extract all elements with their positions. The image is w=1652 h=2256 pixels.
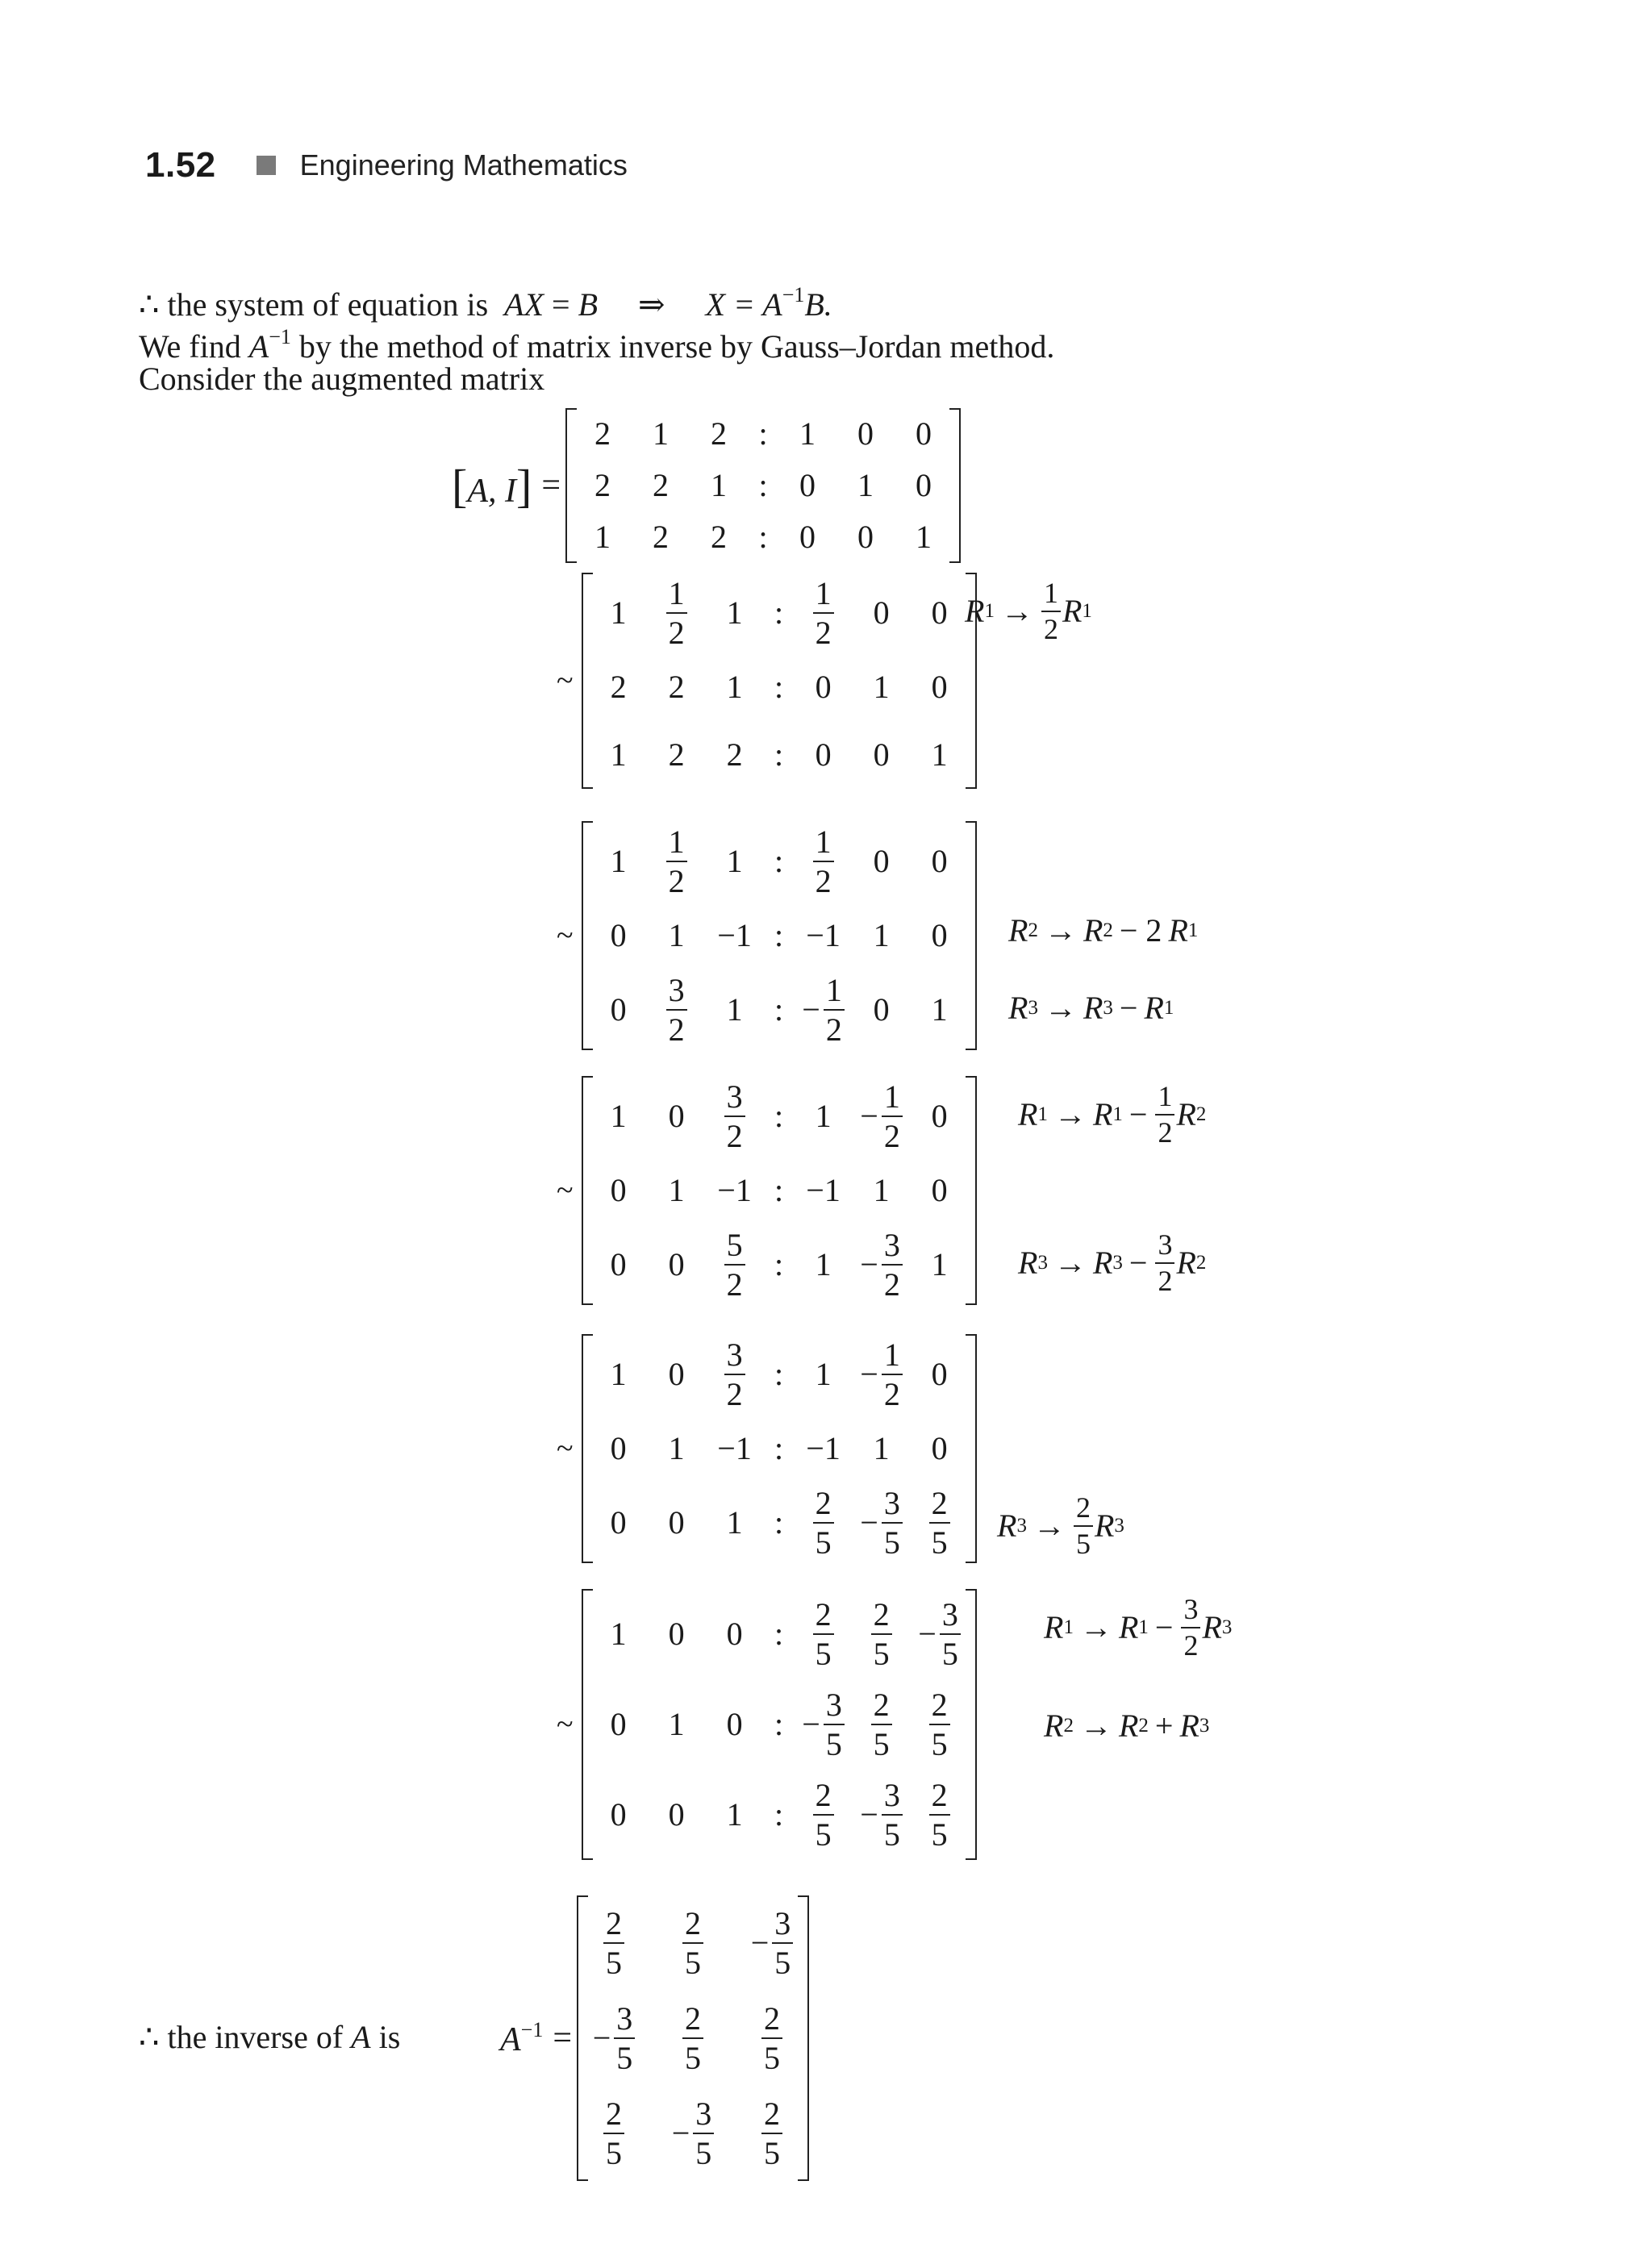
matrix-cell: $\frac{2}{5}$	[761, 2096, 782, 2171]
intro2-prefix: We find	[139, 328, 241, 365]
matrix-cell: 1	[726, 991, 743, 1028]
matrix-cell: 1	[873, 1430, 890, 1466]
matrix-cell: 0	[610, 1430, 627, 1466]
matrix-cell: 1	[726, 594, 743, 631]
matrix-separator: :	[774, 1504, 784, 1541]
matrix-cell: 1	[873, 917, 890, 953]
matrix	[582, 821, 977, 1050]
matrix-cell: 1	[726, 1504, 743, 1541]
matrix-cell: −1	[806, 917, 841, 953]
matrix-cell: − $\frac{1}{2}$	[802, 973, 845, 1047]
matrix-cell: −1	[717, 1430, 752, 1466]
matrix-cell: 1	[857, 467, 874, 503]
step-5-block	[557, 1589, 977, 1860]
matrix	[582, 1076, 977, 1305]
matrix-cell: $\frac{3}{2}$	[724, 1079, 745, 1153]
equals-sign: =	[541, 467, 561, 504]
matrix-separator: :	[774, 1796, 784, 1833]
matrix-cell: 1	[711, 467, 727, 503]
implies-symbol: ⇒	[638, 286, 665, 323]
matrix-cell: $\frac{1}{2}$	[666, 576, 687, 650]
matrix-cell: $\frac{2}{5}$	[929, 1486, 950, 1560]
matrix-cell: − $\frac{3}{5}$	[751, 1906, 794, 1980]
matrix-cell: 1	[610, 1098, 627, 1134]
matrix-cell: 2	[711, 415, 727, 452]
matrix-cell: 0	[873, 991, 890, 1028]
matrix-cell: 0	[815, 736, 832, 773]
matrix-cell: $\frac{2}{5}$	[929, 1687, 950, 1762]
matrix-cell: 2	[610, 669, 627, 705]
matrix-cell: 0	[931, 1356, 948, 1392]
tilde-symbol: ~	[557, 1708, 574, 1741]
matrix-cell: −1	[806, 1430, 841, 1466]
matrix-cell: 0	[668, 1246, 685, 1282]
matrix-cell: − $\frac{3}{5}$	[860, 1486, 903, 1560]
matrix-cell: $\frac{2}{5}$	[871, 1597, 892, 1671]
matrix-separator: :	[774, 1430, 784, 1466]
matrix-cell: $\frac{2}{5}$	[871, 1687, 892, 1762]
matrix-cell: 2	[668, 736, 685, 773]
matrix-cell: 1	[799, 415, 816, 452]
matrix-cell: 0	[931, 1098, 948, 1134]
matrix-separator: :	[774, 736, 784, 773]
matrix-cell: $\frac{2}{5}$	[603, 2096, 624, 2171]
matrix-cell: 1	[610, 843, 627, 879]
tilde-symbol: ~	[557, 1432, 574, 1466]
matrix-cell: 0	[668, 1616, 685, 1652]
matrix-cell: − $\frac{3}{5}$	[860, 1778, 903, 1852]
matrix-cell: 0	[668, 1796, 685, 1833]
matrix-cell: − $\frac{3}{5}$	[593, 2001, 636, 2075]
matrix-cell: 1	[610, 594, 627, 631]
matrix-separator: :	[774, 1706, 784, 1742]
matrix-cell: $\frac{2}{5}$	[682, 2001, 703, 2075]
therefore-symbol: ∴	[139, 2019, 160, 2055]
matrix-cell: 0	[931, 1430, 948, 1466]
inverse-matrix-block	[500, 1895, 809, 2181]
annotation-r2-op-final: R 2 → R 2 + R 3	[1044, 1708, 1210, 1744]
matrix-cell: 2	[711, 519, 727, 555]
matrix-cell: 0	[610, 1246, 627, 1282]
step-1-block	[557, 573, 977, 789]
augmented-label: [A, I]	[452, 459, 532, 512]
matrix-cell: 1	[668, 917, 685, 953]
matrix-cell: 1	[815, 1246, 832, 1282]
matrix-cell: 1	[931, 736, 948, 773]
matrix-separator: :	[758, 519, 768, 555]
matrix-cell: $\frac{2}{5}$	[761, 2001, 782, 2075]
matrix-cell: 1	[594, 519, 611, 555]
b-term: B	[578, 286, 599, 323]
matrix-separator: :	[774, 917, 784, 953]
matrix-cell: 0	[815, 669, 832, 705]
annotation-r1-scale: R 1 → $\frac{1}{2}$ R 1	[965, 577, 1092, 645]
annotation-r1-op: R 1 → R 1 − $\frac{1}{2}$ R 2	[1018, 1080, 1207, 1149]
conclusion-phrase: the inverse of	[167, 2019, 344, 2055]
matrix-cell: 1	[610, 1616, 627, 1652]
annotation-r3-op: R 3 → R 3 − R 1	[1008, 990, 1174, 1026]
matrix-cell: 0	[726, 1706, 743, 1742]
matrix-cell: 0	[873, 594, 890, 631]
matrix-cell: $\frac{1}{2}$	[666, 824, 687, 899]
step-4-block	[557, 1334, 977, 1563]
matrix-cell: $\frac{3}{2}$	[724, 1337, 745, 1412]
matrix-cell: 0	[610, 1796, 627, 1833]
tilde-symbol: ~	[557, 664, 574, 698]
matrix-cell: 1	[815, 1356, 832, 1392]
matrix-cell: 0	[857, 415, 874, 452]
matrix-cell: 1	[873, 669, 890, 705]
annotation-r1-op-final: R 1 → R 1 − $\frac{3}{2}$ R 3	[1044, 1593, 1233, 1662]
tilde-symbol: ~	[557, 919, 574, 953]
matrix-separator: :	[774, 1098, 784, 1134]
matrix-cell: − $\frac{3}{5}$	[802, 1687, 845, 1762]
matrix-cell: 0	[668, 1504, 685, 1541]
matrix-separator: :	[774, 1616, 784, 1652]
equals: =	[552, 286, 570, 323]
matrix-cell: 1	[726, 843, 743, 879]
header-square-icon	[257, 156, 276, 175]
therefore-symbol: ∴	[139, 286, 160, 323]
matrix-separator: :	[774, 1356, 784, 1392]
matrix-cell: $\frac{3}{2}$	[666, 973, 687, 1047]
matrix-cell: − $\frac{1}{2}$	[860, 1079, 903, 1153]
matrix-cell: 1	[668, 1172, 685, 1208]
matrix-cell: 0	[610, 991, 627, 1028]
matrix-cell: 1	[931, 1246, 948, 1282]
annotation-r3-op-2: R 3 → R 3 − $\frac{3}{2}$ R 2	[1018, 1228, 1207, 1297]
matrix-separator: :	[774, 669, 784, 705]
matrix-cell: 0	[668, 1098, 685, 1134]
matrix-cell: 2	[653, 467, 669, 503]
matrix-cell: 2	[726, 736, 743, 773]
conclusion-text	[139, 2016, 400, 2058]
ax-term: AX	[504, 286, 544, 323]
intro2-rest: by the method of matrix inverse by Gauss–Jordan method.	[298, 328, 1055, 365]
matrix-separator: :	[774, 1246, 784, 1282]
matrix-cell: $\frac{2}{5}$	[813, 1778, 834, 1852]
augmented-matrix-block	[452, 408, 961, 563]
a-var: A	[248, 328, 269, 365]
page-header	[145, 145, 628, 186]
inverse-label: $A^{-1}$	[500, 2017, 544, 2058]
matrix-separator: :	[774, 594, 784, 631]
matrix-cell: 1	[668, 1430, 685, 1466]
matrix	[582, 1334, 977, 1563]
matrix-cell: $\frac{1}{2}$	[813, 576, 834, 650]
matrix-cell: 0	[610, 1172, 627, 1208]
step-3-block	[557, 1076, 977, 1305]
matrix-separator: :	[774, 843, 784, 879]
matrix-cell: 0	[931, 843, 948, 879]
matrix-cell: 1	[873, 1172, 890, 1208]
a-inverse-sup: −1	[269, 325, 291, 348]
matrix-cell: − $\frac{3}{5}$	[672, 2096, 715, 2171]
matrix-cell: 1	[815, 1098, 832, 1134]
matrix-cell: $\frac{2}{5}$	[682, 1906, 703, 1980]
matrix	[582, 1589, 977, 1860]
matrix-cell: 0	[916, 415, 932, 452]
matrix-separator: :	[774, 991, 784, 1028]
x-expression: X = A	[705, 286, 782, 323]
matrix-cell: 0	[873, 736, 890, 773]
matrix-separator: :	[774, 1172, 784, 1208]
matrix-cell: 0	[726, 1616, 743, 1652]
matrix-cell: − $\frac{1}{2}$	[860, 1337, 903, 1412]
matrix-cell: 1	[931, 991, 948, 1028]
matrix-cell: $\frac{2}{5}$	[813, 1486, 834, 1560]
annotation-r2-op: R 2 → R 2 − 2 R 1	[1008, 912, 1199, 949]
matrix-cell: 2	[594, 415, 611, 452]
intro-prefix: the system of equation is	[167, 286, 489, 323]
matrix-cell: 0	[610, 917, 627, 953]
matrix-cell: $\frac{1}{2}$	[813, 824, 834, 899]
matrix-cell: $\frac{2}{5}$	[813, 1597, 834, 1671]
is-word: is	[378, 2019, 401, 2055]
matrix-cell: 0	[857, 519, 874, 555]
step-2-block	[557, 821, 977, 1050]
matrix-cell: −1	[717, 1172, 752, 1208]
matrix-cell: 2	[668, 669, 685, 705]
page-number: 1.52	[145, 145, 216, 185]
book-title: Engineering Mathematics	[299, 148, 628, 181]
matrix-cell: 1	[610, 1356, 627, 1392]
matrix-cell: 0	[931, 1172, 948, 1208]
matrix	[582, 573, 977, 789]
matrix-cell: 1	[653, 415, 669, 452]
matrix-cell: −1	[717, 917, 752, 953]
matrix-cell: $\frac{2}{5}$	[603, 1906, 624, 1980]
matrix-cell: 0	[799, 467, 816, 503]
matrix-cell: 0	[873, 843, 890, 879]
inverse-superscript: −1	[782, 283, 805, 306]
matrix-cell: 0	[931, 917, 948, 953]
equals-sign: =	[553, 2020, 573, 2057]
annotation-r3-scale: R 3 → $\frac{2}{5}$ R 3	[997, 1491, 1124, 1560]
intro-line-3: Consider the augmented matrix	[139, 361, 545, 397]
matrix-cell: 0	[916, 467, 932, 503]
matrix-cell: − $\frac{3}{5}$	[918, 1597, 961, 1671]
tilde-symbol: ~	[557, 1174, 574, 1207]
matrix-cell: 0	[610, 1504, 627, 1541]
matrix-cell: −1	[806, 1172, 841, 1208]
matrix-cell: $\frac{5}{2}$	[724, 1228, 745, 1302]
matrix-cell: 1	[668, 1706, 685, 1742]
matrix-cell: 1	[726, 669, 743, 705]
matrix-cell: 1	[916, 519, 932, 555]
inverse-matrix	[577, 1895, 809, 2181]
matrix	[565, 408, 961, 563]
a-var: A	[351, 2019, 371, 2055]
matrix-cell: 2	[653, 519, 669, 555]
matrix-cell: 0	[668, 1356, 685, 1392]
matrix-cell: 0	[931, 594, 948, 631]
matrix-separator: :	[758, 467, 768, 503]
matrix-cell: 0	[610, 1706, 627, 1742]
matrix-cell: − $\frac{3}{2}$	[860, 1228, 903, 1302]
matrix-cell: 0	[799, 519, 816, 555]
matrix-cell: 2	[594, 467, 611, 503]
matrix-separator: :	[758, 415, 768, 452]
matrix-cell: 1	[610, 736, 627, 773]
matrix-cell: 1	[726, 1796, 743, 1833]
matrix-cell: 0	[931, 669, 948, 705]
matrix-cell: $\frac{2}{5}$	[929, 1778, 950, 1852]
x-expression-tail: B.	[804, 286, 832, 323]
